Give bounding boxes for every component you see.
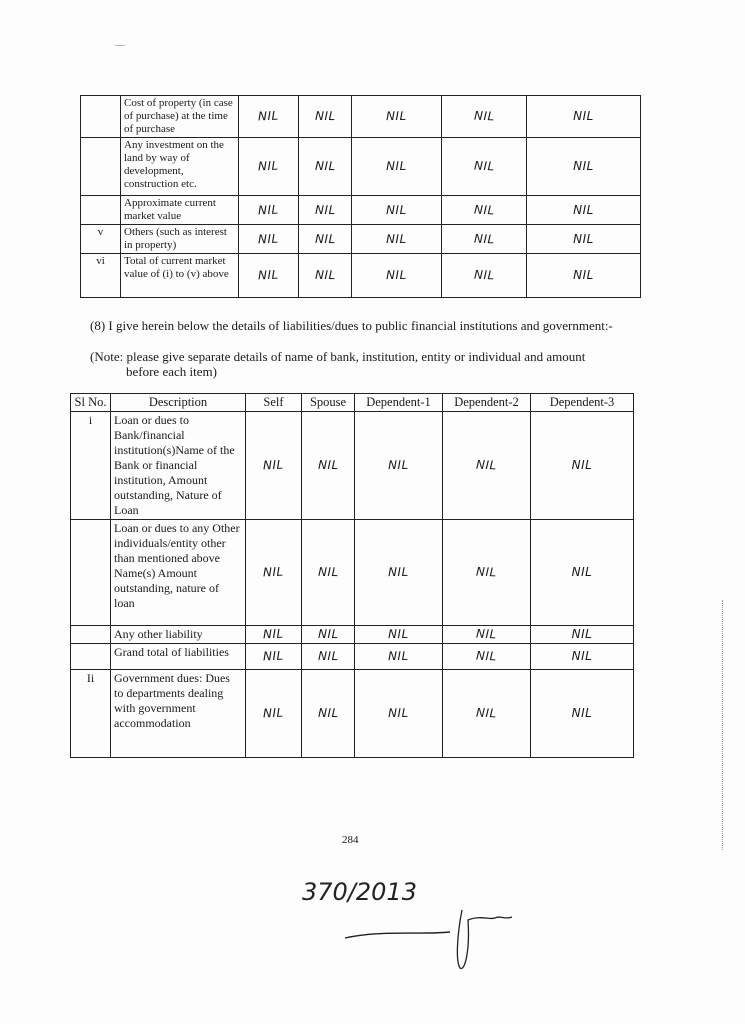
sl-no-cell: i: [71, 412, 111, 520]
handwritten-value: NIL: [314, 202, 336, 217]
handwritten-value: NIL: [388, 626, 409, 642]
value-cell: [443, 412, 531, 520]
value-cell: [246, 626, 302, 644]
value-cell: [443, 626, 531, 644]
value-cell: [527, 254, 641, 298]
handwritten-value: NIL: [317, 648, 339, 664]
value-cell: [531, 626, 634, 644]
handwritten-value: NIL: [573, 109, 594, 123]
value-cell: [355, 644, 443, 670]
handwritten-value: NIL: [473, 202, 495, 217]
liabilities-row: [71, 412, 634, 520]
value-cell: [352, 96, 442, 138]
handwritten-value: NIL: [262, 648, 285, 664]
value-cell: [246, 670, 302, 758]
sl-no-cell: vi: [81, 254, 121, 298]
handwritten-value: NIL: [571, 458, 593, 472]
handwritten-value: NIL: [571, 627, 593, 641]
handwritten-value: NIL: [386, 231, 407, 246]
value-cell: [246, 644, 302, 670]
assets-row: [81, 196, 641, 225]
page-number: 284: [342, 834, 359, 846]
value-cell: [299, 138, 352, 196]
handwritten-value: NIL: [262, 457, 285, 473]
value-cell: [531, 670, 634, 758]
header-self: Self: [246, 394, 302, 412]
liabilities-header-row: [71, 394, 634, 412]
handwritten-value: NIL: [317, 564, 339, 580]
handwritten-value: NIL: [317, 705, 339, 721]
handwritten-value: NIL: [573, 202, 594, 217]
handwritten-value: NIL: [388, 648, 409, 664]
handwritten-value: NIL: [475, 564, 498, 580]
sl-no-cell: [81, 196, 121, 225]
handwritten-value: NIL: [473, 108, 495, 124]
liabilities-row: [71, 644, 634, 670]
value-cell: [355, 626, 443, 644]
handwritten-value: NIL: [571, 565, 593, 579]
value-cell: [527, 96, 641, 138]
value-cell: [355, 520, 443, 626]
section-8-note: [90, 349, 610, 379]
scan-edge-mark: [722, 600, 725, 850]
value-cell: [442, 96, 527, 138]
sl-no-cell: [71, 626, 111, 644]
assets-row: [81, 254, 641, 298]
value-cell: [442, 254, 527, 298]
handwritten-value: NIL: [475, 457, 498, 473]
handwritten-value: NIL: [388, 705, 409, 721]
value-cell: [239, 225, 299, 254]
handwritten-value: NIL: [257, 202, 280, 217]
handwritten-value: NIL: [475, 705, 498, 721]
value-cell: [246, 412, 302, 520]
description-cell: Government dues: Dues to departments dealing with government accommodation: [111, 670, 246, 758]
value-cell: [352, 225, 442, 254]
handwritten-value: NIL: [314, 108, 336, 124]
handwritten-value: NIL: [314, 158, 336, 174]
description-cell: Others (such as interest in property): [121, 225, 239, 254]
value-cell: [239, 196, 299, 225]
value-cell: [302, 626, 355, 644]
handwritten-note: 370/2013: [302, 878, 417, 906]
value-cell: [531, 644, 634, 670]
liabilities-row: [71, 626, 634, 644]
header-dependent-1: Dependent-1: [355, 394, 443, 412]
handwritten-value: NIL: [262, 564, 285, 580]
value-cell: [302, 644, 355, 670]
value-cell: [443, 644, 531, 670]
assets-row: [81, 225, 641, 254]
note-line-1: (Note: please give separate details of name of bank, institution, entity or individual and amount: [90, 349, 586, 364]
value-cell: [355, 670, 443, 758]
value-cell: [302, 412, 355, 520]
value-cell: [443, 670, 531, 758]
handwritten-value: NIL: [386, 267, 407, 283]
description-cell: Any other liability: [111, 626, 246, 644]
value-cell: [299, 254, 352, 298]
handwritten-value: NIL: [388, 564, 409, 580]
value-cell: [239, 138, 299, 196]
assets-row: [81, 138, 641, 196]
handwritten-value: NIL: [257, 158, 280, 174]
sl-no-cell: [81, 138, 121, 196]
handwritten-value: NIL: [571, 706, 593, 720]
handwritten-value: NIL: [262, 705, 285, 721]
handwritten-value: NIL: [317, 626, 339, 642]
description-cell: Grand total of liabilities: [111, 644, 246, 670]
assets-table: [80, 95, 641, 298]
handwritten-value: NIL: [257, 267, 280, 283]
handwritten-value: NIL: [314, 267, 336, 283]
handwritten-value: NIL: [314, 231, 336, 246]
handwritten-value: NIL: [257, 108, 280, 124]
handwritten-value: NIL: [475, 648, 498, 664]
value-cell: [352, 196, 442, 225]
value-cell: [299, 196, 352, 225]
value-cell: [352, 254, 442, 298]
sl-no-cell: [81, 96, 121, 138]
handwritten-value: NIL: [317, 457, 339, 473]
handwritten-signature: [290, 860, 550, 980]
value-cell: [355, 412, 443, 520]
value-cell: [527, 196, 641, 225]
value-cell: [299, 96, 352, 138]
liabilities-row: [71, 520, 634, 626]
value-cell: [246, 520, 302, 626]
value-cell: [531, 520, 634, 626]
value-cell: [531, 412, 634, 520]
handwritten-value: NIL: [473, 158, 495, 174]
value-cell: [443, 520, 531, 626]
handwritten-value: NIL: [386, 108, 407, 124]
note-line-2: before each item): [126, 364, 217, 379]
header-dependent-2: Dependent-2: [443, 394, 531, 412]
sl-no-cell: [71, 520, 111, 626]
header-description: Description: [111, 394, 246, 412]
description-cell: Total of current market value of (i) to (v) above: [121, 254, 239, 298]
section-8-heading: (8) I give herein below the details of liabilities/dues to public financial institutions and government:-: [90, 318, 613, 333]
handwritten-value: NIL: [573, 231, 594, 246]
handwritten-value: NIL: [386, 158, 407, 174]
sl-no-cell: v: [81, 225, 121, 254]
description-cell: Cost of property (in case of purchase) at the time of purchase: [121, 96, 239, 138]
value-cell: [352, 138, 442, 196]
handwritten-value: NIL: [386, 202, 407, 217]
liabilities-row: [71, 670, 634, 758]
value-cell: [442, 225, 527, 254]
value-cell: [302, 670, 355, 758]
description-cell: Approximate current market value: [121, 196, 239, 225]
scan-mark: [115, 45, 125, 46]
value-cell: [239, 96, 299, 138]
value-cell: [302, 520, 355, 626]
handwritten-value: NIL: [473, 231, 495, 246]
description-cell: Loan or dues to Bank/financial institution(s)Name of the Bank or financial institution, Amount outstanding, Nature of Loan: [111, 412, 246, 520]
assets-row: [81, 96, 641, 138]
handwritten-value: NIL: [473, 267, 495, 283]
handwritten-value: NIL: [571, 649, 593, 663]
header-dependent-3: Dependent-3: [531, 394, 634, 412]
handwritten-value: NIL: [257, 231, 280, 246]
value-cell: [442, 196, 527, 225]
handwritten-value: NIL: [388, 457, 409, 473]
description-cell: Any investment on the land by way of development, construction etc.: [121, 138, 239, 196]
handwritten-value: NIL: [573, 159, 594, 173]
sl-no-cell: Ii: [71, 670, 111, 758]
handwritten-value: NIL: [262, 626, 285, 642]
handwritten-value: NIL: [573, 268, 594, 282]
value-cell: [299, 225, 352, 254]
description-cell: Loan or dues to any Other individuals/entity other than mentioned above Name(s) Amount outstanding, nature of loan: [111, 520, 246, 626]
liabilities-table: [70, 393, 634, 758]
value-cell: [527, 138, 641, 196]
handwritten-value: NIL: [475, 626, 498, 642]
header-spouse: Spouse: [302, 394, 355, 412]
value-cell: [527, 225, 641, 254]
value-cell: [442, 138, 527, 196]
header-sl-no: Sl No.: [71, 394, 111, 412]
sl-no-cell: [71, 644, 111, 670]
value-cell: [239, 254, 299, 298]
